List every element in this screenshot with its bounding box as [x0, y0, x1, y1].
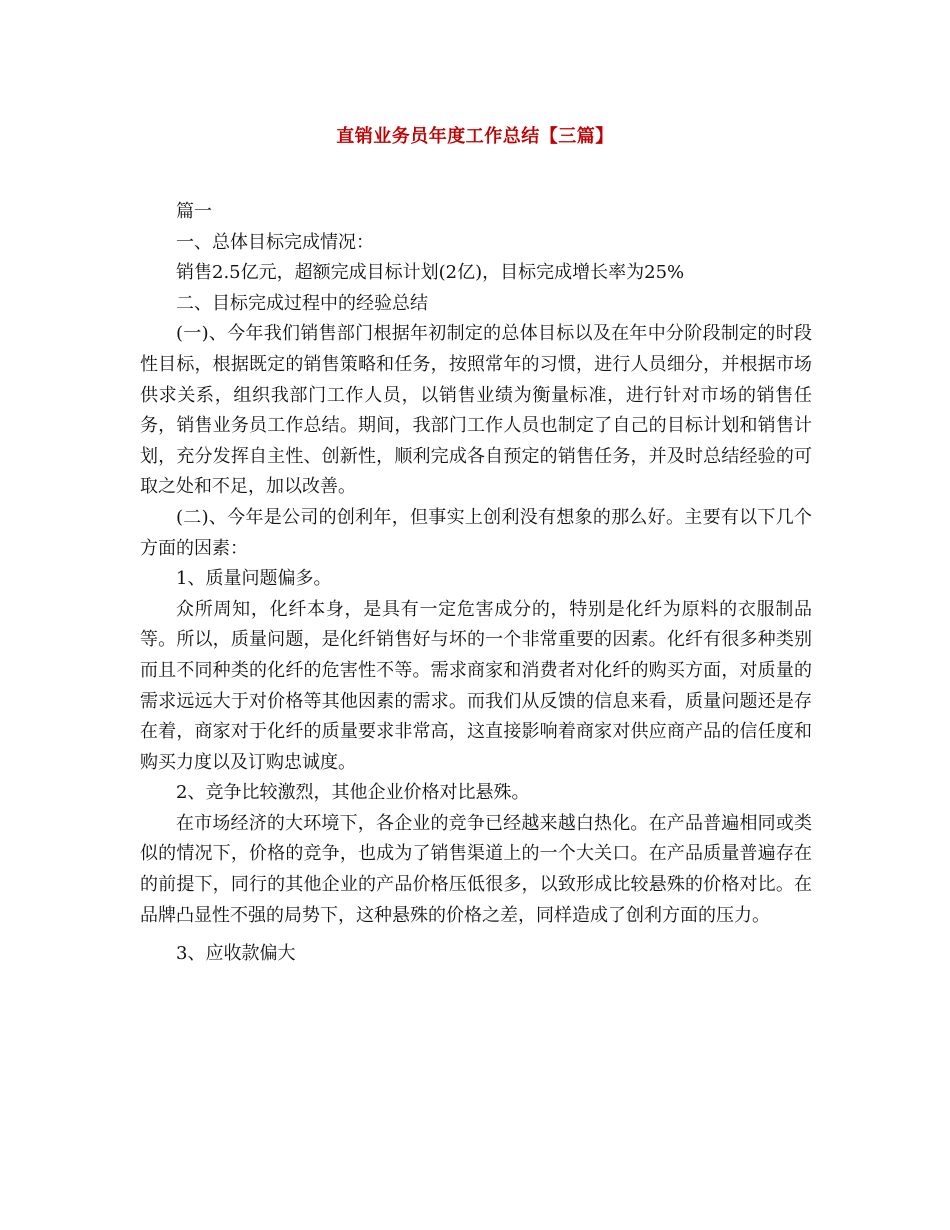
paragraph-competition: 在市场经济的大环境下，各企业的竞争已经越来越白热化。在产品普遍相同或类似的情况下，价格的竞争，也成为了销售渠道上的一个大关口。在产品质量普遍存在的前提下，同行的其他企业的产品价格压低很多，以致形成比较悬殊的价格对比。在品牌凸显性不强的局势下，这种悬殊的价格之差，同样造成了创利方面的压力。 — [140, 812, 812, 926]
document-body — [140, 197, 812, 970]
heading-quality-issues: 1、质量问题偏多。 — [176, 568, 332, 590]
paragraph-sales-result: 销售2.5亿元，超额完成目标计划(2亿)，目标完成增长率为25% — [176, 262, 685, 284]
heading-receivables: 3、应收款偏大 — [176, 943, 296, 965]
document-title: 直销业务员年度工作总结【三篇】 — [336, 126, 614, 147]
paragraph-point-two: (二)、今年是公司的创利年，但事实上创利没有想象的那么好。主要有以下几个方面的因素： — [140, 506, 812, 559]
heading-overall-goal: 一、总体目标完成情况： — [176, 231, 374, 253]
paragraph-point-one: (一)、今年我们销售部门根据年初制定的总体目标以及在年中分阶段制定的时段性目标，根据既定的销售策略和任务，按照常年的习惯，进行人员细分，并根据市场供求关系，组织我部门工作人员，以销售业绩为衡量标准，进行针对市场的销售任务，销售业务员工作总结。期间，我部门工作人员也制定了自己的目标计划和销售计划，充分发挥自主性、创新性，顺利完成各自预定的销售任务，并及时总结经验的可取之处和不足，加以改善。 — [140, 323, 812, 498]
heading-competition: 2、竞争比较激烈，其他企业价格对比悬殊。 — [176, 782, 530, 804]
section-heading-part-one: 篇一 — [176, 201, 212, 222]
paragraph-quality-issues: 众所周知，化纤本身，是具有一定危害成分的，特别是化纤为原料的衣服制品等。所以，质量问题，是化纤销售好与坏的一个非常重要的因素。化纤有很多种类别而且不同种类的化纤的危害性不等。需求商家和消费者对化纤的购买方面，对质量的需求远远大于对价格等其他因素的需求。而我们从反馈的信息来看，质量问题还是存在着，商家对于化纤的质量要求非常高，这直接影响着商家对供应商产品的信任度和购买力度以及订购忠诚度。 — [140, 598, 812, 773]
heading-experience-summary: 二、目标完成过程中的经验总结 — [176, 292, 428, 314]
